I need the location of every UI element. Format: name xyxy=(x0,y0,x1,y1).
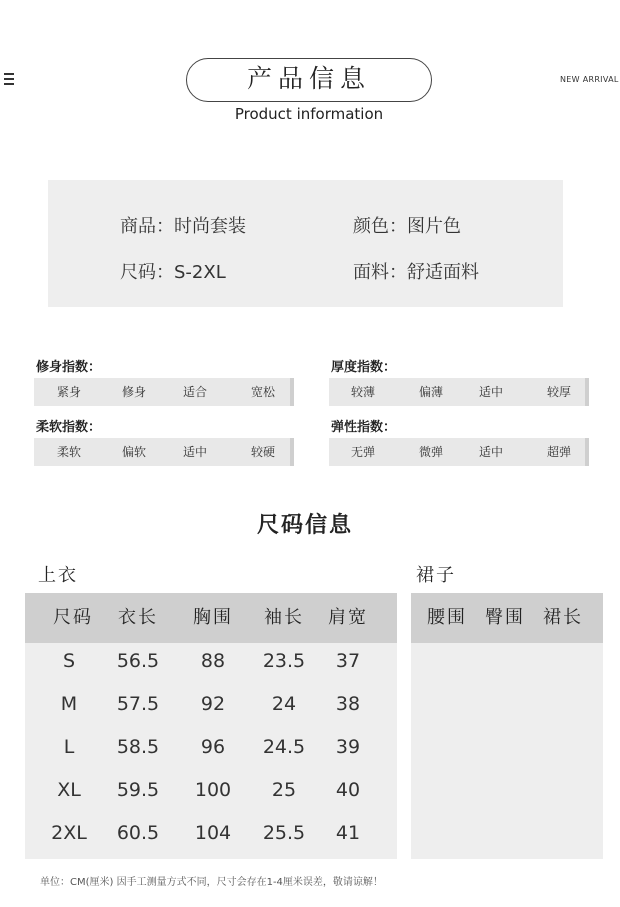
table-cell: 37 xyxy=(335,650,361,672)
fit-option: 适合 xyxy=(182,385,207,399)
fit-index-label: 修身指数： xyxy=(36,360,102,375)
header-cell: 腰围 xyxy=(427,607,467,628)
thickness-option: 较薄 xyxy=(350,385,375,399)
thickness-index-label: 厚度指数： xyxy=(331,360,397,375)
softness-option: 较硬 xyxy=(250,445,275,459)
softness-option: 适中 xyxy=(182,445,207,459)
measurement-note: 单位：CM(厘米) 因手工测量方式不同，尺寸会存在1-4厘米误差，敬请谅解！ xyxy=(40,877,383,888)
fit-option: 紧身 xyxy=(56,385,81,399)
size-info-title: 尺码信息 xyxy=(256,513,353,538)
table-cell: 40 xyxy=(335,779,361,801)
softness-option: 偏软 xyxy=(121,445,146,459)
thickness-index-bar xyxy=(329,378,589,406)
table-cell: 39 xyxy=(335,736,361,758)
table-cell: 100 xyxy=(194,779,232,801)
table-cell: 2XL xyxy=(51,822,87,844)
skirt-table-header xyxy=(411,593,603,643)
table-cell: 59.5 xyxy=(116,779,160,801)
table-cell: 25.5 xyxy=(262,822,306,844)
table-cell: 24 xyxy=(271,693,297,715)
header-cell: 衣长 xyxy=(118,607,158,628)
header-cell: 袖长 xyxy=(264,607,304,628)
softness-index-bar xyxy=(34,438,294,466)
table-cell: 104 xyxy=(194,822,232,844)
thickness-option: 偏薄 xyxy=(418,385,443,399)
table-cell: 57.5 xyxy=(116,693,160,715)
header-cell: 肩宽 xyxy=(328,607,368,628)
page-subtitle: Product information xyxy=(234,105,384,123)
product-fabric: 面料：舒适面料 xyxy=(353,262,479,283)
fit-option: 修身 xyxy=(121,385,146,399)
table-cell: 60.5 xyxy=(116,822,160,844)
page-title: 产品信息 xyxy=(186,58,432,102)
table-cell: 88 xyxy=(200,650,226,672)
product-size: 尺码：S-2XL xyxy=(120,262,226,283)
table-cell: L xyxy=(63,736,75,758)
table-cell: 56.5 xyxy=(116,650,160,672)
header-cell: 臀围 xyxy=(485,607,525,628)
elasticity-option: 无弹 xyxy=(350,445,375,459)
header-cell: 裙长 xyxy=(543,607,583,628)
elasticity-option: 微弹 xyxy=(418,445,443,459)
product-color: 颜色：图片色 xyxy=(353,216,461,237)
elasticity-option: 适中 xyxy=(478,445,503,459)
table-cell: 25 xyxy=(271,779,297,801)
top-table-header xyxy=(25,593,397,643)
product-name: 商品：时尚套装 xyxy=(120,216,246,237)
fit-index-bar xyxy=(34,378,294,406)
table-cell: 96 xyxy=(200,736,226,758)
table-cell: S xyxy=(62,650,76,672)
elasticity-index-bar xyxy=(329,438,589,466)
thickness-option: 较厚 xyxy=(546,385,571,399)
product-info-box xyxy=(48,180,563,307)
new-arrival-label: NEW ARRIVAL xyxy=(560,75,619,84)
table-cell: 24.5 xyxy=(262,736,306,758)
menu-icon xyxy=(4,72,14,86)
header-cell: 胸围 xyxy=(193,607,233,628)
softness-option: 柔软 xyxy=(56,445,81,459)
table-cell: XL xyxy=(57,779,81,801)
top-section-title: 上衣 xyxy=(38,565,78,586)
elasticity-index-label: 弹性指数： xyxy=(331,420,397,435)
skirt-size-table xyxy=(411,593,603,859)
table-cell: M xyxy=(60,693,78,715)
table-cell: 58.5 xyxy=(116,736,160,758)
skirt-section-title: 裙子 xyxy=(416,565,456,586)
elasticity-option: 超弹 xyxy=(546,445,571,459)
table-cell: 23.5 xyxy=(262,650,306,672)
table-cell: 38 xyxy=(335,693,361,715)
table-cell: 92 xyxy=(200,693,226,715)
softness-index-label: 柔软指数： xyxy=(36,420,102,435)
fit-option: 宽松 xyxy=(250,385,275,399)
header-cell: 尺码 xyxy=(53,607,93,628)
top-size-table xyxy=(25,593,397,859)
thickness-option: 适中 xyxy=(478,385,503,399)
table-cell: 41 xyxy=(335,822,361,844)
